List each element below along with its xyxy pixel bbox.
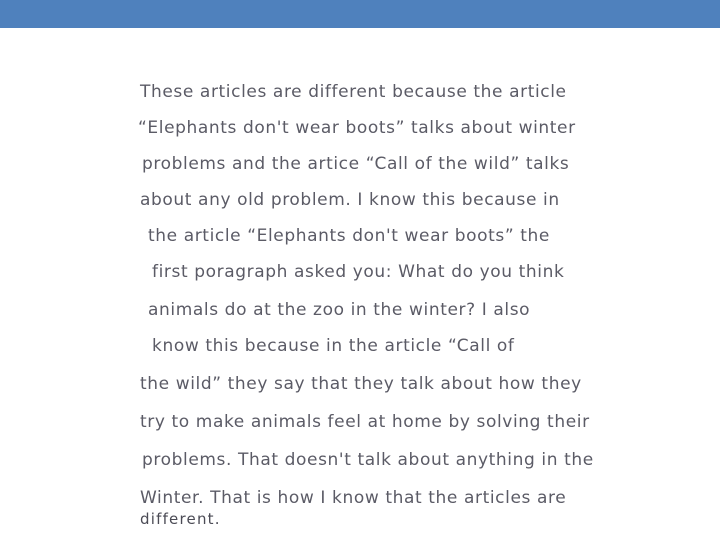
handwritten-page bbox=[128, 66, 628, 540]
text-line-1: These articles are different because the article bbox=[140, 82, 567, 102]
text-line-13: different. bbox=[140, 510, 221, 528]
text-line-7: animals do at the zoo in the winter? I also bbox=[148, 300, 531, 320]
text-line-9: the wild” they say that they talk about how they bbox=[140, 374, 582, 394]
text-line-2: “Elephants don't wear boots” talks about winter bbox=[138, 118, 576, 138]
text-line-5: the article “Elephants don't wear boots” the bbox=[148, 226, 550, 246]
text-line-6: first poragraph asked you: What do you think bbox=[152, 262, 565, 282]
text-line-4: about any old problem. I know this because in bbox=[140, 190, 560, 210]
text-line-12: Winter. That is how I know that the articles are bbox=[140, 488, 567, 508]
top-banner bbox=[0, 0, 720, 28]
text-line-10: try to make animals feel at home by solving their bbox=[140, 412, 590, 432]
text-line-8: know this because in the article “Call of bbox=[152, 336, 515, 356]
text-line-3: problems and the artice “Call of the wild” talks bbox=[142, 154, 570, 174]
text-line-11: problems. That doesn't talk about anything in the bbox=[142, 450, 594, 470]
